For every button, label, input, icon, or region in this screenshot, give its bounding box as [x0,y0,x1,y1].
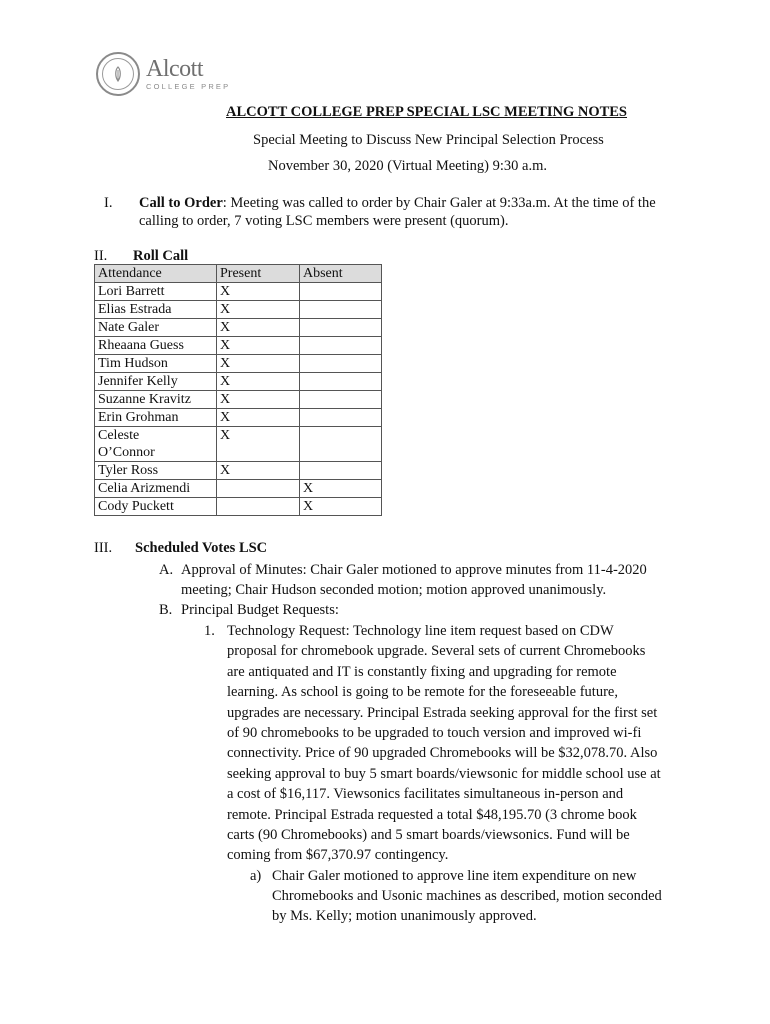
column-header-absent: Absent [300,265,382,283]
paragraph-line: coming from $67,370.97 contingency. [227,847,449,864]
attendee-name: Celia Arizmendi [95,480,217,498]
paragraph-line: carts (90 Chromebooks) and 5 smart boards/viewsonics. Fund will be [227,827,630,843]
absent-mark [300,373,382,391]
table-row [95,355,382,373]
absent-mark: X [300,480,382,498]
attendee-name: Tyler Ross [95,462,217,480]
section-1-number: I. [104,195,113,211]
attendee-name: Cody Puckett [95,498,217,516]
attendee-name [95,427,217,462]
absent-mark [300,337,382,355]
section-2-heading: Roll Call [133,248,189,264]
absent-mark [300,391,382,409]
item-a-label: A. [159,562,174,578]
table-row [95,409,382,427]
attendee-name: Rheaana Guess [95,337,217,355]
section-1-text-1: : Meeting was called to order by Chair Galer at 9:33a.m. At the time of the [222,195,656,211]
present-mark: X [217,337,300,355]
absent-mark [300,301,382,319]
table-header-row [95,265,382,283]
present-mark: X [217,283,300,301]
attendee-name: Jennifer Kelly [95,373,217,391]
table-row [95,427,382,462]
present-mark [217,498,300,516]
section-1-heading: Call to Order [139,195,223,211]
table-row [95,498,382,516]
item-a-line-2: meeting; Chair Hudson seconded motion; motion approved unanimously. [181,582,607,598]
absent-mark [300,427,382,462]
table-row [95,337,382,355]
item-a-sub-label: a) [250,868,262,884]
section-3-heading: Scheduled Votes LSC [135,540,268,556]
table-row [95,301,382,319]
item-a-line-1: Approval of Minutes: Chair Galer motioned to approve minutes from 11-4-2020 [181,562,647,578]
paragraph-line: connectivity. Price of 90 upgraded Chromebooks will be $32,078.70. Also [227,745,658,762]
present-mark: X [217,319,300,337]
paragraph-line: Technology Request: Technology line item request based on CDW [227,623,614,639]
attendee-name: Suzanne Kravitz [95,391,217,409]
absent-mark [300,319,382,337]
item-1-label: 1. [204,623,215,639]
attendee-name-line-2: O’Connor [98,445,155,460]
attendee-name-line-1: Celeste [98,428,140,443]
present-mark [217,480,300,498]
present-mark: X [217,409,300,427]
logo-subtitle: COLLEGE PREP [146,82,231,92]
document-subtitle: Special Meeting to Discuss New Principal Selection Process [253,132,604,148]
paragraph-line: of 90 chromebooks to be upgraded to touch version and improved wi-fi [227,725,642,741]
present-mark: X [217,373,300,391]
attendee-name: Erin Grohman [95,409,217,427]
column-header-present: Present [217,265,300,283]
attendee-name: Nate Galer [95,319,217,337]
section-3-number: III. [94,540,113,556]
item-b-label: B. [159,602,173,618]
paragraph-line: are antiquated and IT is constantly fixing and upgrading for remote [227,663,617,680]
paragraph-line: proposal for chromebook upgrade. Several sets of current Chromebooks [227,643,646,660]
attendee-name: Elias Estrada [95,301,217,319]
table-row [95,462,382,480]
meeting-date: November 30, 2020 (Virtual Meeting) 9:30 a.m. [268,158,547,174]
present-mark: X [217,355,300,373]
item-b-text: Principal Budget Requests: [181,602,339,618]
absent-mark: X [300,498,382,516]
paragraph-line: learning. As school is going to be remote for the foreseeable future, [227,684,618,701]
document-title: ALCOTT COLLEGE PREP SPECIAL LSC MEETING NOTES [226,104,628,120]
table-row [95,480,382,498]
motion-line: Chromebooks and Usonic machines as described, motion seconded [272,888,662,904]
paragraph-line: upgrades are necessary. Principal Estrada seeking approval for the first set [227,704,658,721]
present-mark: X [217,427,300,462]
table-row [95,283,382,301]
absent-mark [300,409,382,427]
table-row [95,319,382,337]
paragraph-line: seeking approval to buy 5 smart boards/viewsonic for middle school use at [227,765,661,782]
section-1-line-2: calling to order, 7 voting LSC members were present (quorum). [139,213,509,229]
school-seal-icon [96,52,140,96]
absent-mark [300,355,382,373]
attendee-name: Tim Hudson [95,355,217,373]
attendee-name: Lori Barrett [95,283,217,301]
paragraph-line: remote. Principal Estrada requested a total $48,195.70 (3 chrome book [227,806,637,823]
present-mark: X [217,462,300,480]
motion-line: Chair Galer motioned to approve line item expenditure on new [272,868,637,884]
column-header-attendance: Attendance [95,265,217,283]
present-mark: X [217,301,300,319]
present-mark: X [217,391,300,409]
section-2-number: II. [94,248,108,264]
logo-name: Alcott [146,56,203,83]
paragraph-line: a cost of $16,117. Viewsonics facilitates simultaneous in-person and [227,786,624,803]
school-logo [96,52,230,96]
roll-call-table [94,264,382,516]
section-1-line-1 [139,193,656,213]
table-row [95,391,382,409]
motion-line: by Ms. Kelly; motion unanimously approved. [272,908,537,924]
absent-mark [300,283,382,301]
absent-mark [300,462,382,480]
table-row [95,373,382,391]
